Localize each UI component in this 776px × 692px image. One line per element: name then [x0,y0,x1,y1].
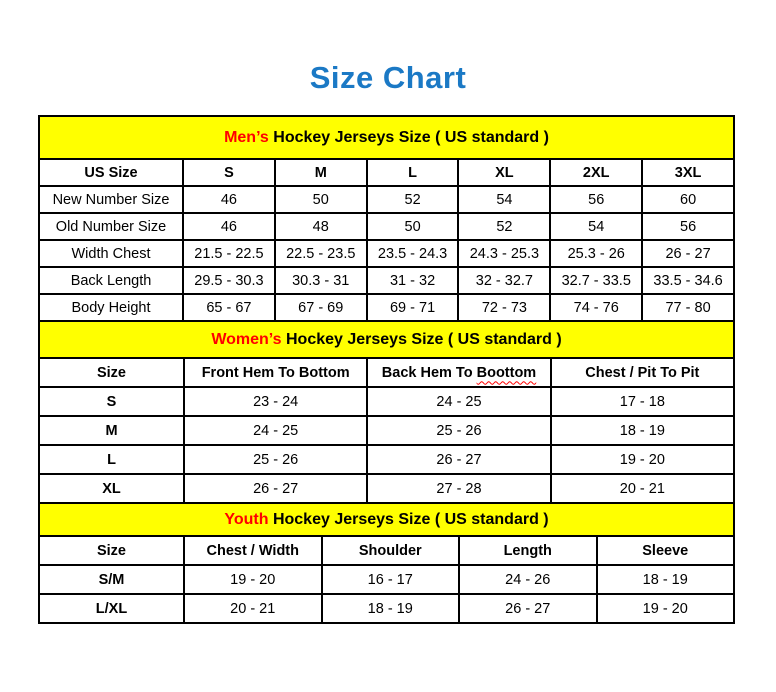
column-header-cell: Front Hem To Bottom [184,358,367,387]
value-cell: 27 - 28 [367,474,550,503]
value-cell: 32 - 32.7 [458,267,550,294]
value-cell: 69 - 71 [367,294,459,321]
mens-data-row [39,186,734,213]
value-cell: 19 - 20 [597,594,735,623]
youth-banner [39,503,734,536]
value-cell: 74 - 76 [550,294,642,321]
value-cell: 25 - 26 [184,445,367,474]
value-cell: 50 [367,213,459,240]
value-cell: 60 [642,186,734,213]
mens-data-row [39,294,734,321]
value-cell: 24 - 25 [184,416,367,445]
value-cell: 32.7 - 33.5 [550,267,642,294]
mens-banner-row [39,116,734,159]
value-cell: 52 [367,186,459,213]
column-header-cell: S [183,159,275,186]
column-header-cell: Size [39,358,184,387]
mens-header-row [39,159,734,186]
value-cell: 19 - 20 [184,565,322,594]
column-header-cell: 3XL [642,159,734,186]
mens-banner-highlight: Men’s [224,128,269,146]
value-cell: 26 - 27 [642,240,734,267]
mens-size-table [38,115,735,322]
womens-banner [39,321,734,358]
column-header-cell: US Size [39,159,183,186]
womens-data-row [39,416,734,445]
womens-banner-text: Hockey Jerseys Size ( US standard ) [281,330,562,348]
womens-size-table [38,320,735,504]
womens-header-row [39,358,734,387]
mens-data-row [39,240,734,267]
value-cell: 67 - 69 [275,294,367,321]
column-header-cell: Chest / Width [184,536,322,565]
value-cell: 46 [183,186,275,213]
youth-banner-text: Hockey Jerseys Size ( US standard ) [268,510,549,528]
youth-data-row [39,565,734,594]
womens-data-row [39,474,734,503]
column-header-cell: 2XL [550,159,642,186]
value-cell: 21.5 - 22.5 [183,240,275,267]
value-cell: 20 - 21 [551,474,734,503]
value-cell: 23 - 24 [184,387,367,416]
mens-data-row [39,267,734,294]
value-cell: 29.5 - 30.3 [183,267,275,294]
value-cell: 17 - 18 [551,387,734,416]
row-label-cell: Old Number Size [39,213,183,240]
value-cell: 52 [458,213,550,240]
value-cell: 19 - 20 [551,445,734,474]
value-cell: 24 - 25 [367,387,550,416]
column-header-cell: Length [459,536,597,565]
size-tables [38,115,735,624]
youth-banner-row [39,503,734,536]
womens-data-row [39,445,734,474]
value-cell: 54 [458,186,550,213]
spellcheck-underline: Boottom [476,364,537,381]
row-label-cell: S [39,387,184,416]
column-header-cell: Back Hem To Boottom [367,358,550,387]
row-label-cell: Body Height [39,294,183,321]
row-label-cell: Back Length [39,267,183,294]
value-cell: 26 - 27 [184,474,367,503]
column-header-cell: L [367,159,459,186]
value-cell: 20 - 21 [184,594,322,623]
value-cell: 18 - 19 [322,594,460,623]
womens-banner-row [39,321,734,358]
value-cell: 46 [183,213,275,240]
column-header-cell: XL [458,159,550,186]
womens-data-row [39,387,734,416]
value-cell: 56 [642,213,734,240]
row-label-cell: New Number Size [39,186,183,213]
youth-header-row [39,536,734,565]
column-header-cell: M [275,159,367,186]
value-cell: 54 [550,213,642,240]
column-header-cell: Chest / Pit To Pit [551,358,734,387]
row-label-cell: M [39,416,184,445]
row-label-cell: S/M [39,565,184,594]
column-header-cell: Shoulder [322,536,460,565]
column-header-cell: Size [39,536,184,565]
value-cell: 31 - 32 [367,267,459,294]
mens-data-row [39,213,734,240]
column-header-cell: Sleeve [597,536,735,565]
womens-banner-highlight: Women’s [211,330,282,348]
value-cell: 30.3 - 31 [275,267,367,294]
mens-banner [39,116,734,159]
value-cell: 72 - 73 [458,294,550,321]
value-cell: 50 [275,186,367,213]
value-cell: 26 - 27 [459,594,597,623]
value-cell: 16 - 17 [322,565,460,594]
value-cell: 33.5 - 34.6 [642,267,734,294]
value-cell: 48 [275,213,367,240]
youth-data-row [39,594,734,623]
value-cell: 77 - 80 [642,294,734,321]
value-cell: 65 - 67 [183,294,275,321]
value-cell: 26 - 27 [367,445,550,474]
value-cell: 23.5 - 24.3 [367,240,459,267]
value-cell: 25.3 - 26 [550,240,642,267]
row-label-cell: L/XL [39,594,184,623]
value-cell: 56 [550,186,642,213]
value-cell: 24.3 - 25.3 [458,240,550,267]
youth-banner-highlight: Youth [224,510,269,528]
value-cell: 18 - 19 [597,565,735,594]
mens-banner-text: Hockey Jerseys Size ( US standard ) [268,128,549,146]
row-label-cell: Width Chest [39,240,183,267]
row-label-cell: XL [39,474,184,503]
row-label-cell: L [39,445,184,474]
value-cell: 25 - 26 [367,416,550,445]
value-cell: 24 - 26 [459,565,597,594]
value-cell: 22.5 - 23.5 [275,240,367,267]
youth-size-table [38,502,735,624]
page-title: Size Chart [309,60,467,95]
value-cell: 18 - 19 [551,416,734,445]
